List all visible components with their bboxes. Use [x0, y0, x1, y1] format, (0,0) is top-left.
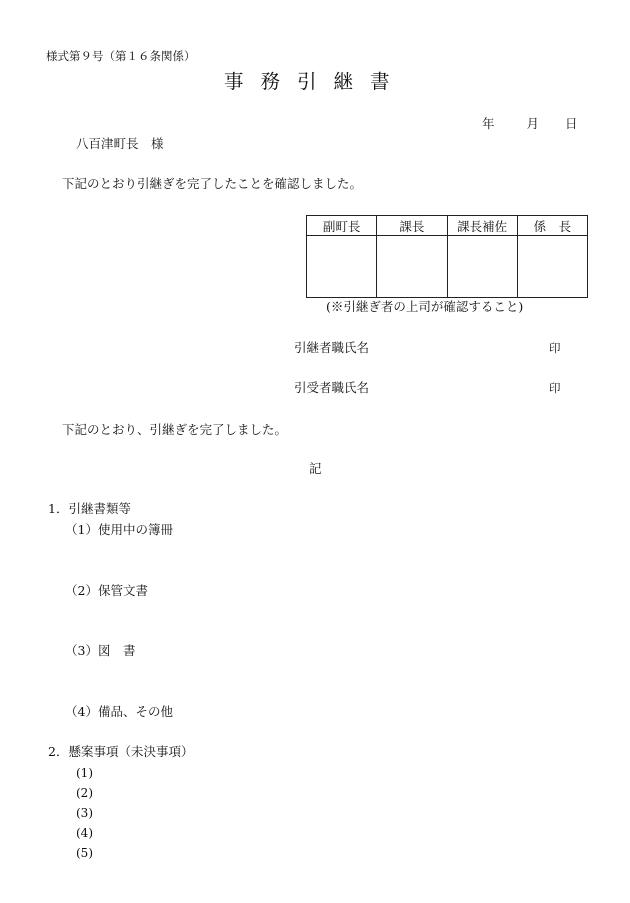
transferor-seal: 印	[549, 341, 561, 355]
stamp-cell[interactable]	[377, 236, 447, 298]
form-number: 様式第９号（第１６条関係）	[46, 49, 196, 63]
date-year: 年	[482, 116, 495, 131]
addressee: 八百津町長 様	[76, 136, 164, 151]
header-unit-chief: 係 長	[517, 216, 587, 236]
item-ledgers-in-use: （1）使用中の簿冊	[65, 522, 173, 537]
header-vice-mayor: 副町長	[307, 216, 377, 236]
header-assistant-chief: 課長補佐	[447, 216, 517, 236]
approval-stamp-table	[306, 215, 588, 298]
date-day: 日	[565, 116, 578, 131]
approval-stamp-row	[307, 236, 588, 298]
transferee-name-label: 引受者職氏名	[294, 380, 370, 395]
pending-item: (3)	[76, 806, 93, 820]
stamp-cell[interactable]	[447, 236, 517, 298]
section-2-heading: 2．懸案事項（未決事項）	[48, 744, 194, 759]
pending-item: (2)	[76, 786, 93, 800]
item-stored-documents: （2）保管文書	[65, 583, 148, 598]
header-section-chief: 課長	[377, 216, 447, 236]
pending-item: (1)	[76, 766, 93, 780]
stamp-cell[interactable]	[307, 236, 377, 298]
pending-item: (4)	[76, 826, 93, 840]
confirmation-text: 下記のとおり引継ぎを完了したことを確認しました。	[62, 176, 363, 191]
document-title: 事務引継書	[224, 70, 407, 93]
approval-header-row	[307, 216, 588, 236]
stamp-cell[interactable]	[517, 236, 587, 298]
section-1-heading: 1．引継書類等	[48, 501, 131, 516]
approval-note: (※引継ぎ者の上司が確認すること)	[326, 299, 524, 314]
pending-item: (5)	[76, 846, 93, 860]
date-month: 月	[526, 116, 540, 131]
item-equipment-other: （4）備品、その他	[65, 704, 173, 719]
transferor-name-label: 引継者職氏名	[294, 340, 370, 355]
date-line	[482, 118, 578, 131]
completion-text: 下記のとおり、引継ぎを完了しました。	[62, 422, 288, 437]
item-books: （3）図 書	[65, 643, 136, 658]
transferee-seal: 印	[549, 381, 561, 395]
ki-heading: 記	[309, 461, 322, 476]
